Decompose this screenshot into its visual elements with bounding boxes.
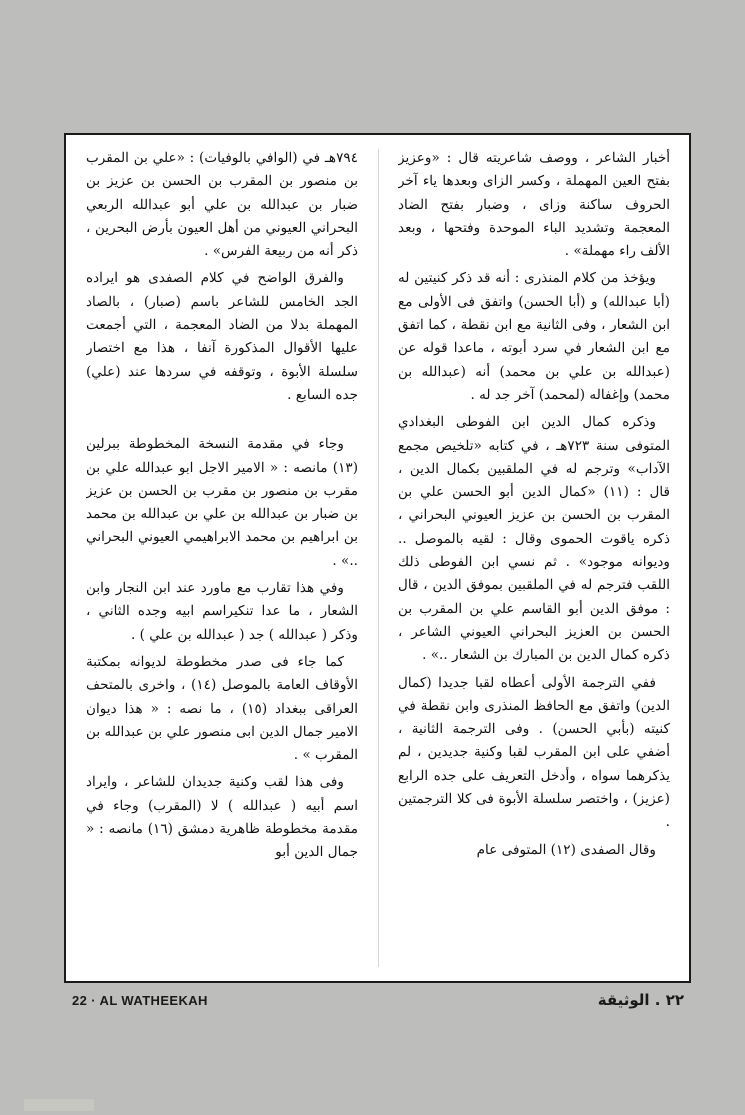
paragraph: والفرق الواضح في كلام الصفدى هو ايراده الجد الخامس للشاعر باسم (صبار) ، بالصاد المهملة بدلا من الضاد المعجمة ، التي أجمعت عليها الأقوال المذكورة آنفا ، هذا مع اختصار سلسلة الأبوة ، وتوقفه في سردها عند (علي) جده السابع . [86, 270, 358, 403]
paragraph: كما جاء فى صدر مخطوطة لديوانه بمكتبة الأوقاف العامة بالموصل (١٤) ، واخرى بالمتحف العراقى ببغداد (١٥) ، ما نصه : « هذا ديوان الامير جمال الدين ابى منصور علي بن عبدالله بن المقرب » . [86, 653, 358, 764]
paragraph: أخبار الشاعر ، ووصف شاعريته قال : «وعزيز بفتح العين المهملة ، وكسر الزاى وبعدها ياء آخر الحروف ساكنة وزاى ، وضبار بفتح الضاد المعجمة وتشديد الباء الموحدة وفتحها ، وبعد الألف راء مهملة» . [398, 150, 670, 260]
paragraph: ففي الترجمة الأولى أعطاه لقبا جديدا (كمال الدين) واتفق مع الحافظ المنذرى وابن نقطة في كنيته (بأبي الحسن) . وفى الترجمة الثانية ، أضفي على ابن المقرب لقبا وكنية جديدين ، لم يذكرهما سواه ، وأدخل التعريف على جده الرابع (عزيز) ، واختصر سلسلة الأبوة فى كلا الترجمتين . [398, 674, 670, 831]
paragraph: وفي هذا تقارب مع ماورد عند ابن النجار وابن الشعار ، ما عدا تنكيراسم ابيه وجده الثاني ، وذكر ( عبدالله ) جد ( عبدالله بن علي ) . [86, 580, 358, 643]
page-number-arabic: ٢٢ . الوثيقة [597, 991, 684, 1009]
paragraph: ويؤخذ من كلام المنذرى : أنه قد ذكر كنيتين له (أبا عبدالله) و (أبا الحسن) واتفق فى الأولى مع ابن الشعار ، وفى الثانية مع ابن نقطة ، كما اتفق مع ابن الشعار في سرد أبوته ، ماعدا قوله عن (عبدالله بن علي بن محمد) أنه (عبدالله بن محمد) وإغفاله (لمحمد) آخر جد له . [398, 270, 670, 403]
column-divider [378, 149, 379, 967]
paragraph: وفى هذا لقب وكنية جديدان للشاعر ، وايراد اسم أبيه ( عبدالله ) لا (المقرب) وجاء في مقدمة مخطوطة ظاهرية دمشق (١٦) مانصه : « جمال الدين أبو [86, 774, 358, 861]
left-text-column [86, 147, 358, 969]
page-number-latin: 22 · AL WATHEEKAH [72, 993, 208, 1008]
paragraph: وجاء في مقدمة النسخة المخطوطة ببرلين (١٣) مانصه : « الامير الاجل ابو عبدالله علي بن مقرب بن منصور بن مقرب بن الحسن بن عزيز بن ضبار بن عبدالله بن علي بن عبدالله بن محمد بن ابراهيم بن محمد الابراهيمي العيوني البحراني ..» . [86, 436, 358, 569]
paragraph: وقال الصفدى (١٢) المتوفى عام [476, 841, 656, 858]
scan-artifact [24, 1099, 94, 1111]
page-frame [64, 133, 691, 983]
page-footer [72, 993, 684, 1013]
right-text-column [398, 147, 670, 969]
paragraph: ٧٩٤هـ في (الوافي بالوفيات) : «علي بن المقرب بن منصور بن المقرب بن الحسن بن عزيز بن ضبار بن عبدالله بن علي أبو عبدالله الربعي البحراني العيوني من أهل العيون بأرض البحرين ، ذكر أنه من ربيعة الفرس» . [86, 150, 358, 260]
paragraph: وذكره كمال الدين ابن الفوطى البغدادي المتوفى سنة ٧٢٣هـ ، في كتابه «تلخيص مجمع الآداب» وترجم له في الملقبين بكمال الدين ، قال : (١١) «كمال الدين أبو الحسن علي بن المقرب بن الحسن بن عزيز العيوني البحراني ، ذكره ياقوت الحموى وقال : لقيه بالموصل .. وديوانه موجود» . ثم نسي ابن الفوطى ذلك اللقب فترجم له في الملقبين بموفق الدين ، قال : موفق الدين أبو القاسم علي بن المقرب بن الحسن بن العزيز البحراني العيوني الشاعر ، ذكره كمال الدين بن المبارك بن الشعار ..» . [398, 414, 670, 664]
